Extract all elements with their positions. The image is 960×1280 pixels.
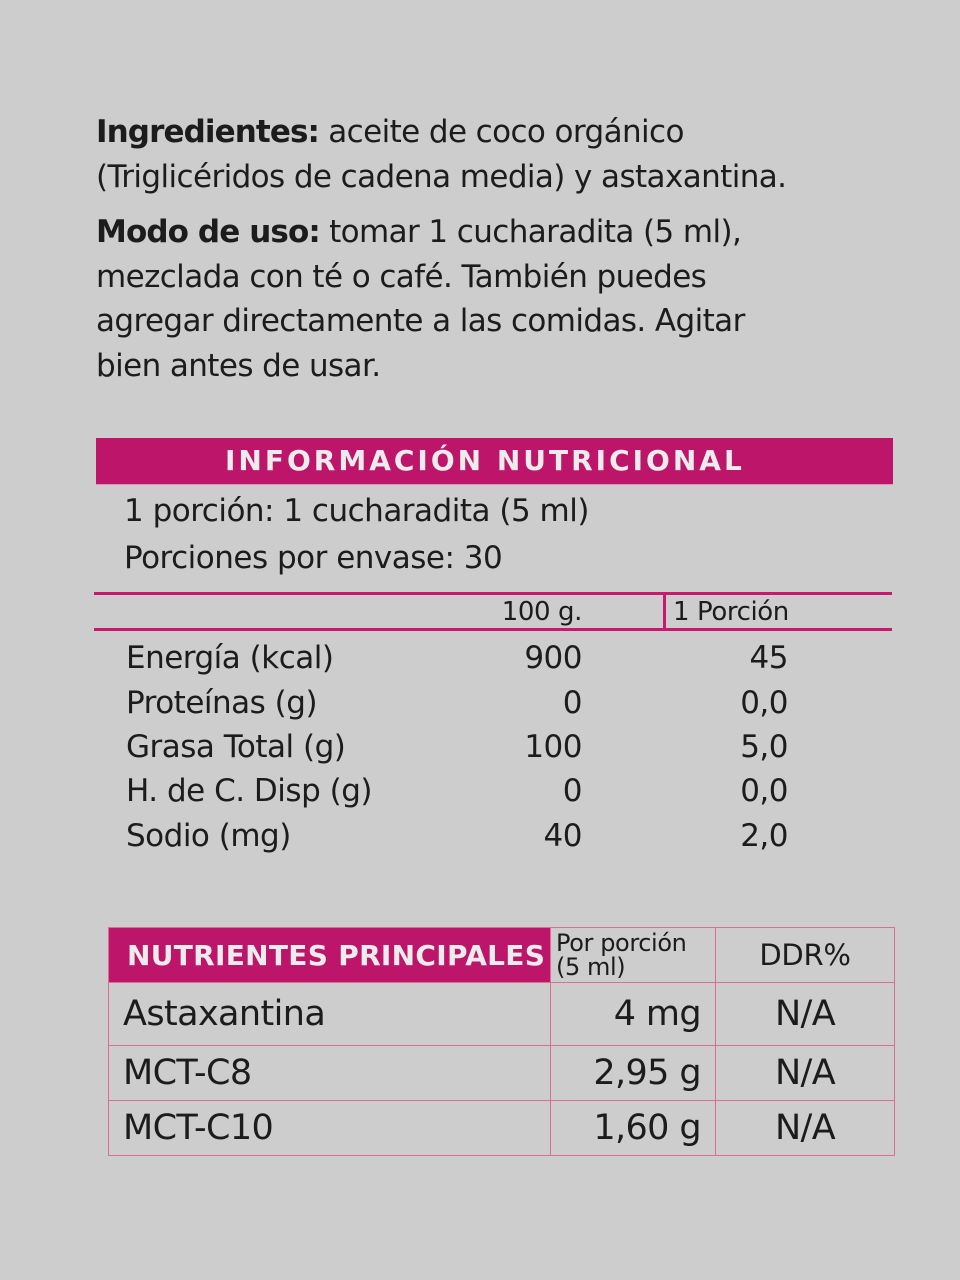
nutrient-amount: 4 mg: [551, 983, 716, 1046]
usage-text-4: bien antes de usar.: [96, 347, 381, 384]
ingredients-paragraph: [96, 110, 896, 199]
per-serving-line2: (5 ml): [556, 953, 626, 981]
nutrient-ddr: N/A: [716, 983, 895, 1046]
column-header-100g: 100 g.: [501, 597, 582, 627]
nutrient-label: H. de C. Disp (g): [126, 773, 372, 809]
main-nutrients-table: [108, 927, 895, 1156]
usage-text-2: mezclada con té o café. También puedes: [96, 258, 707, 295]
column-header-ddr: DDR%: [716, 928, 895, 983]
nutrient-name: Astaxantina: [109, 983, 551, 1046]
nutrient-amount: 2,95 g: [551, 1046, 716, 1101]
table-row: [109, 983, 895, 1046]
serving-size: 1 porción: 1 cucharadita (5 ml): [124, 493, 589, 529]
main-nutrients-title: NUTRIENTES PRINCIPALES: [109, 928, 551, 983]
nutrient-label: Proteínas (g): [126, 685, 318, 721]
nutrition-row: [0, 773, 960, 817]
main-nutrients-header-row: [109, 928, 895, 983]
per-serving-line1: Por porción: [556, 929, 687, 957]
nutrition-row: [0, 640, 960, 684]
table-row: [109, 1046, 895, 1101]
value-100g: 900: [524, 640, 582, 676]
value-100g: 0: [562, 773, 582, 809]
column-header-per-serving: [551, 928, 716, 983]
value-100g: 0: [562, 685, 582, 721]
usage-label: Modo de uso:: [96, 214, 320, 250]
value-100g: 100: [524, 729, 582, 765]
usage-text-1: tomar 1 cucharadita (5 ml),: [319, 214, 742, 250]
usage-paragraph: [96, 210, 896, 388]
column-divider: [663, 592, 666, 631]
ingredients-text-1: aceite de coco orgánico: [319, 114, 684, 150]
nutrient-label: Energía (kcal): [126, 640, 334, 676]
divider-top: [94, 592, 892, 595]
value-100g: 40: [543, 818, 582, 854]
ingredients-text-2: (Triglicéridos de cadena media) y astaxantina.: [96, 158, 787, 195]
nutrition-row: [0, 685, 960, 729]
ingredients-label: Ingredientes:: [96, 114, 320, 150]
value-serving: 0,0: [740, 773, 788, 809]
value-serving: 45: [749, 640, 788, 676]
nutrient-ddr: N/A: [716, 1046, 895, 1101]
nutrient-label: Sodio (mg): [126, 818, 291, 854]
table-row: [109, 1101, 895, 1156]
nutrition-row: [0, 818, 960, 862]
column-header-serving: 1 Porción: [673, 597, 789, 627]
value-serving: 0,0: [740, 685, 788, 721]
nutrient-ddr: N/A: [716, 1101, 895, 1156]
nutrient-name: MCT-C10: [109, 1101, 551, 1156]
nutrient-name: MCT-C8: [109, 1046, 551, 1101]
nutrient-label: Grasa Total (g): [126, 729, 346, 765]
nutrition-title: INFORMACIÓN NUTRICIONAL: [225, 444, 745, 477]
nutrition-row: [0, 729, 960, 773]
usage-text-3: agregar directamente a las comidas. Agitar: [96, 303, 745, 339]
value-serving: 5,0: [740, 729, 788, 765]
nutrition-header-bar: [96, 438, 893, 484]
nutrient-amount: 1,60 g: [551, 1101, 716, 1156]
servings-per-container: Porciones por envase: 30: [124, 540, 503, 576]
divider-bottom: [94, 628, 892, 631]
value-serving: 2,0: [740, 818, 788, 854]
